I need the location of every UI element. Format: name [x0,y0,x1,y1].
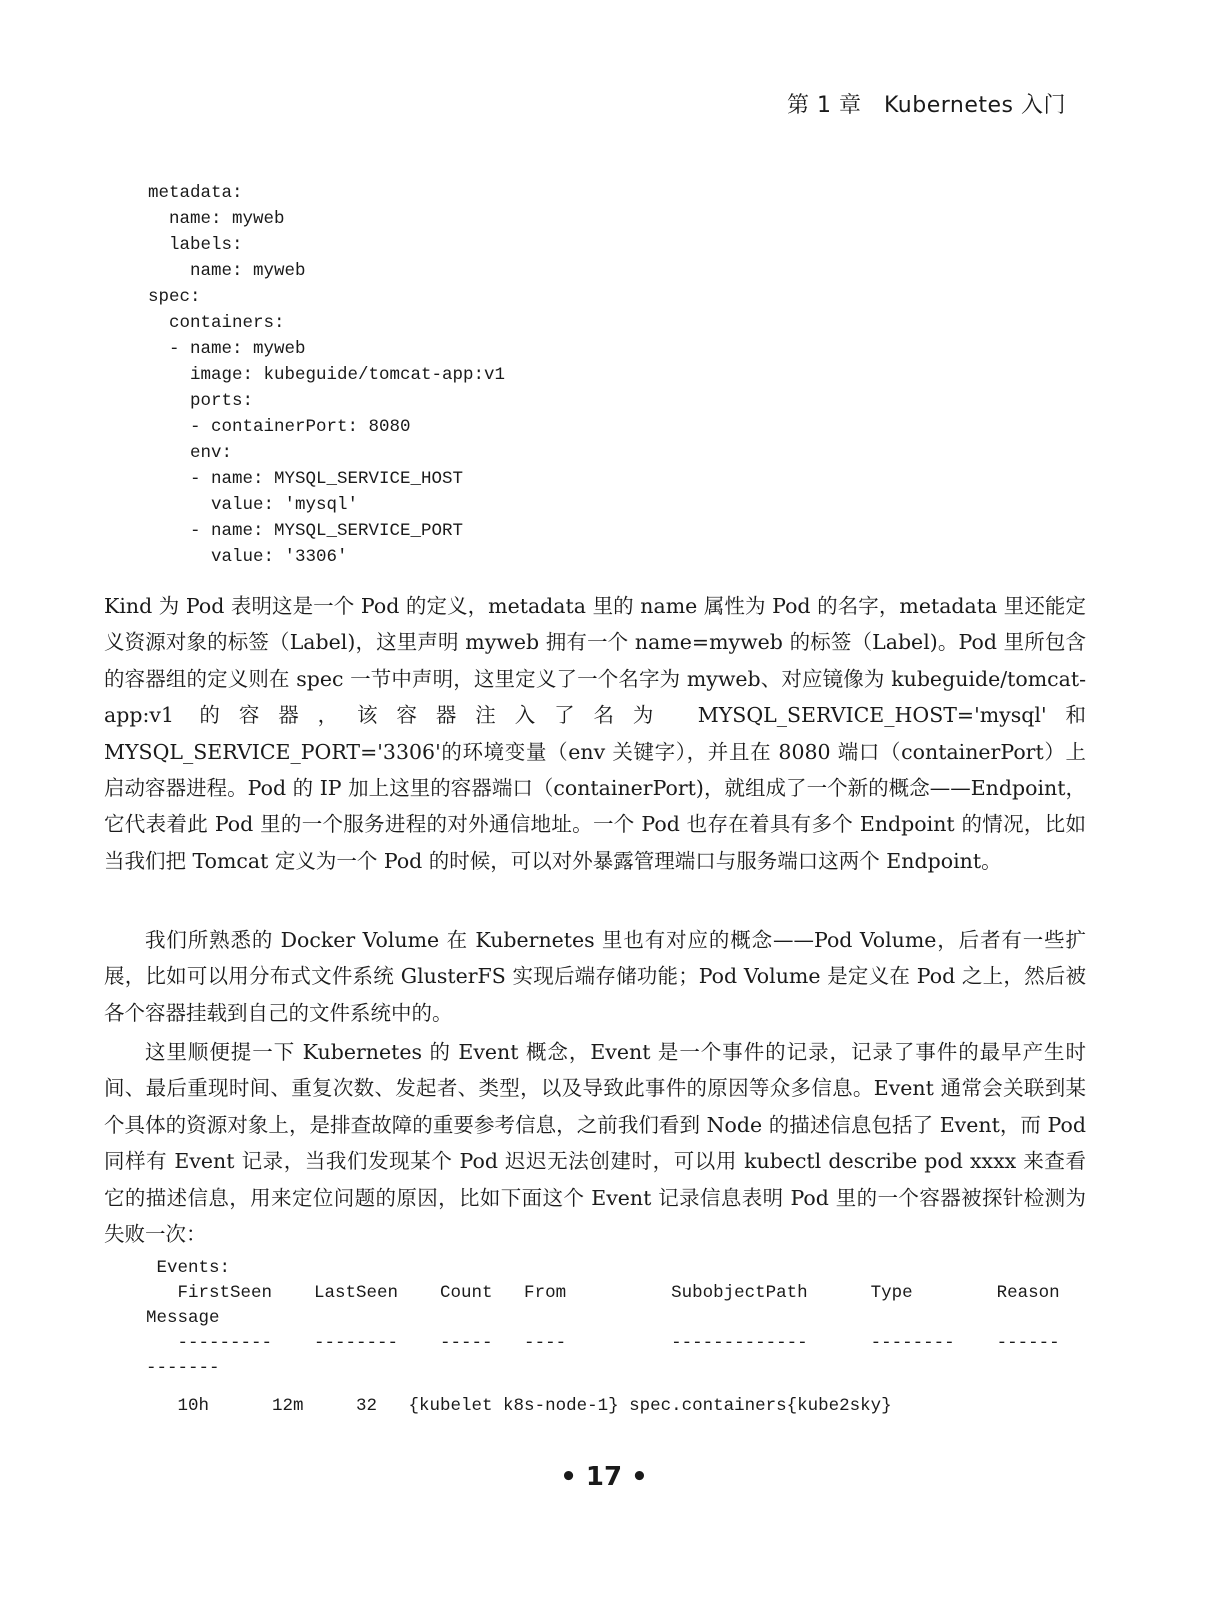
code-line: env: [148,443,233,463]
paragraph-event: 这里顺便提一下 Kubernetes 的 Event 概念，Event 是一个事件的记录，记录了事件的最早产生时间、最后重现时间、重复次数、发起者、类型，以及导致此事件的原因等众多信息。Event 通常会关联到某个具体的资源对象上，是排查故障的重要参考信息，之前我们看到 Node 的描述信息包括了 Event，而 Pod 同样有 Event 记录，当我们发现某个 Pod 迟迟无法创建时，可以用 kubectl describe pod xxxx 来查看它的描述信息，用来定位问题的原因，比如下面这个 Event 记录信息表明 Pod 里的一个容器被探针检测为失败一次： [104,1040,1086,1247]
events-line: Message [146,1308,220,1328]
code-line: name: myweb [148,209,285,229]
paragraph-pod-definition: Kind 为 Pod 表明这是一个 Pod 的定义，metadata 里的 name 属性为 Pod 的名字，metadata 里还能定义资源对象的标签（Label)，这里声明 myweb 拥有一个 name=myweb 的标签（Label)。Pod 里所包含的容器组的定义则在 spec 一节中声明，这里定义了一个名字为 myweb、对应镜像为 kubeguide/tomcat-app:v1 的容器，该容器注入了名为 MYSQL_SERVICE_HOST='mysql'和 MYSQL_SERVICE_PORT='3306'的环境变量（env 关键字），并且在 8080 端口（containerPort）上启动容器进程。Pod 的 IP 加上这里的容器端口（containerPort)，就组成了一个新的概念——Endpoint，它代表着此 Pod 里的一个服务进程的对外通信地址。一个 Pod 也存在着具有多个 Endpoint 的情况，比如当我们把 Tomcat 定义为一个 Pod 的时候，可以对外暴露管理端口与服务端口这两个 Endpoint。 [104,594,1086,873]
yaml-code-block [148,180,505,570]
events-output-block [146,1256,1060,1419]
events-line: --------- -------- ----- ---- ------------- -------- ------ [146,1333,1060,1353]
code-line: containers: [148,313,285,333]
code-line: metadata: [148,183,243,203]
code-line: spec: [148,287,201,307]
code-line: - containerPort: 8080 [148,417,411,437]
code-line: value: '3306' [148,547,348,567]
code-line: - name: MYSQL_SERVICE_PORT [148,521,464,541]
events-line [146,1381,1060,1394]
code-line: - name: myweb [148,339,306,359]
events-line: 10h 12m 32 {kubelet k8s-node-1} spec.containers{kube2sky} [146,1396,892,1416]
code-line: labels: [148,235,243,255]
code-line: value: 'mysql' [148,495,359,515]
code-line: image: kubeguide/tomcat-app:v1 [148,365,506,385]
code-line: name: myweb [148,261,306,281]
code-line: ports: [148,391,254,411]
code-line: - name: MYSQL_SERVICE_HOST [148,469,464,489]
events-line: ------- [146,1358,220,1378]
page-number: • 17 • [560,1462,648,1492]
events-line: Events: [146,1258,231,1278]
paragraph-pod-volume: 我们所熟悉的 Docker Volume 在 Kubernetes 里也有对应的概念——Pod Volume，后者有一些扩展，比如可以用分布式文件系统 GlusterFS 实现后端存储功能；Pod Volume 是定义在 Pod 之上，然后被各个容器挂载到自己的文件系统中的。 [104,928,1086,1025]
events-line: FirstSeen LastSeen Count From SubobjectPath Type Reason [146,1283,1060,1303]
chapter-header: 第 1 章 Kubernetes 入门 [786,93,1066,118]
